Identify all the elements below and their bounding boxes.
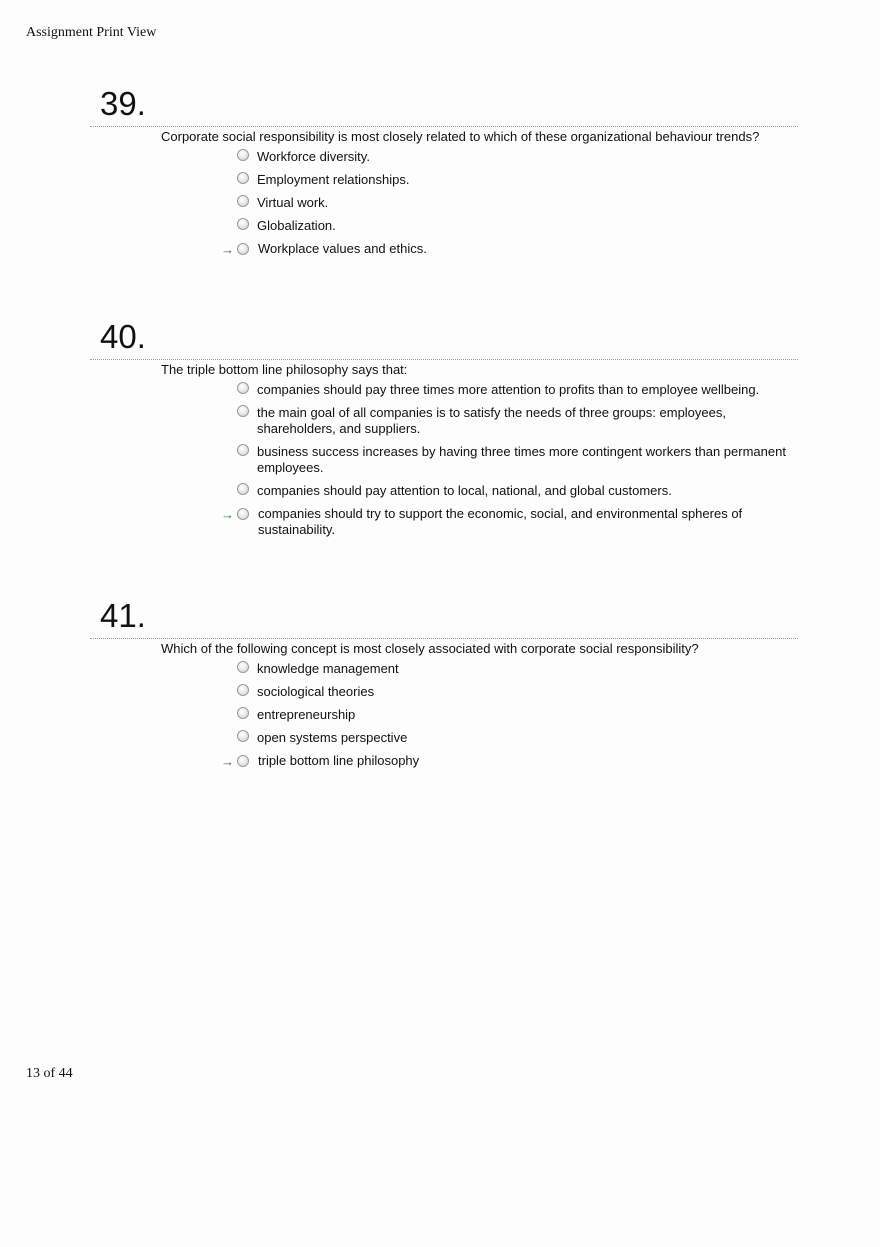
radio-icon[interactable] xyxy=(237,684,249,696)
answer-option-text: companies should try to support the economic, social, and environmental spheres of sustainability. xyxy=(258,506,743,537)
radio-icon[interactable] xyxy=(237,172,249,184)
answer-option-text: business success increases by having three times more contingent workers than permanent employees. xyxy=(257,444,786,475)
question-40 xyxy=(90,318,798,545)
answer-option[interactable] xyxy=(90,707,798,723)
answer-option-text: triple bottom line philosophy xyxy=(258,753,420,768)
answer-option[interactable] xyxy=(90,172,798,188)
question-divider xyxy=(90,126,798,127)
question-number: 40. xyxy=(100,318,146,355)
answer-option-text: the main goal of all companies is to satisfy the needs of three groups: employees, shareholders, and suppliers. xyxy=(257,405,726,436)
radio-icon[interactable] xyxy=(237,707,249,719)
radio-icon[interactable] xyxy=(237,218,249,230)
radio-icon[interactable] xyxy=(237,243,249,255)
radio-icon[interactable] xyxy=(237,483,249,495)
answer-option[interactable] xyxy=(90,661,798,677)
answer-options xyxy=(90,149,798,257)
answer-option-text: Employment relationships. xyxy=(257,172,410,187)
question-number: 41. xyxy=(100,597,146,634)
answer-option[interactable] xyxy=(90,382,798,398)
answer-option-correct[interactable] xyxy=(90,753,798,769)
answer-option[interactable] xyxy=(90,483,798,499)
answer-option-correct[interactable] xyxy=(90,506,798,538)
radio-icon[interactable] xyxy=(237,195,249,207)
answer-option[interactable] xyxy=(90,730,798,746)
answer-option-text: entrepreneurship xyxy=(257,707,356,722)
answer-option-text: Globalization. xyxy=(257,218,336,233)
arrow-right-icon: → xyxy=(221,507,234,522)
answer-option-text: Workplace values and ethics. xyxy=(258,241,427,256)
question-number: 39. xyxy=(100,85,146,122)
radio-icon[interactable] xyxy=(237,661,249,673)
question-divider xyxy=(90,638,798,639)
answer-option-text: sociological theories xyxy=(257,684,375,699)
answer-option-text: companies should pay three times more attention to profits than to employee wellbeing. xyxy=(257,382,760,397)
radio-icon[interactable] xyxy=(237,755,249,767)
radio-icon[interactable] xyxy=(237,444,249,456)
answer-option-text: companies should pay attention to local, national, and global customers. xyxy=(257,483,672,498)
question-text: The triple bottom line philosophy says that: xyxy=(161,362,408,377)
radio-icon[interactable] xyxy=(237,508,249,520)
answer-option-text: knowledge management xyxy=(257,661,399,676)
answer-option[interactable] xyxy=(90,218,798,234)
arrow-right-icon: → xyxy=(221,754,234,769)
page-indicator: 13 of 44 xyxy=(26,1066,73,1081)
arrow-right-icon: → xyxy=(221,242,234,257)
answer-option-correct[interactable] xyxy=(90,241,798,257)
answer-option[interactable] xyxy=(90,405,798,437)
answer-options xyxy=(90,382,798,538)
answer-option[interactable] xyxy=(90,149,798,165)
question-41 xyxy=(90,597,798,776)
answer-option-text: Virtual work. xyxy=(257,195,329,210)
answer-option-text: Workforce diversity. xyxy=(257,149,370,164)
question-39 xyxy=(90,85,798,264)
page-header-title: Assignment Print View xyxy=(26,25,157,40)
radio-icon[interactable] xyxy=(237,730,249,742)
answer-option-text: open systems perspective xyxy=(257,730,408,745)
radio-icon[interactable] xyxy=(237,382,249,394)
radio-icon[interactable] xyxy=(237,149,249,161)
answer-options xyxy=(90,661,798,769)
question-text: Corporate social responsibility is most closely related to which of these organizational behaviour trends? xyxy=(161,129,760,144)
answer-option[interactable] xyxy=(90,195,798,211)
question-divider xyxy=(90,359,798,360)
radio-icon[interactable] xyxy=(237,405,249,417)
answer-option[interactable] xyxy=(90,444,798,476)
question-text: Which of the following concept is most closely associated with corporate social responsibility? xyxy=(161,641,699,656)
answer-option[interactable] xyxy=(90,684,798,700)
